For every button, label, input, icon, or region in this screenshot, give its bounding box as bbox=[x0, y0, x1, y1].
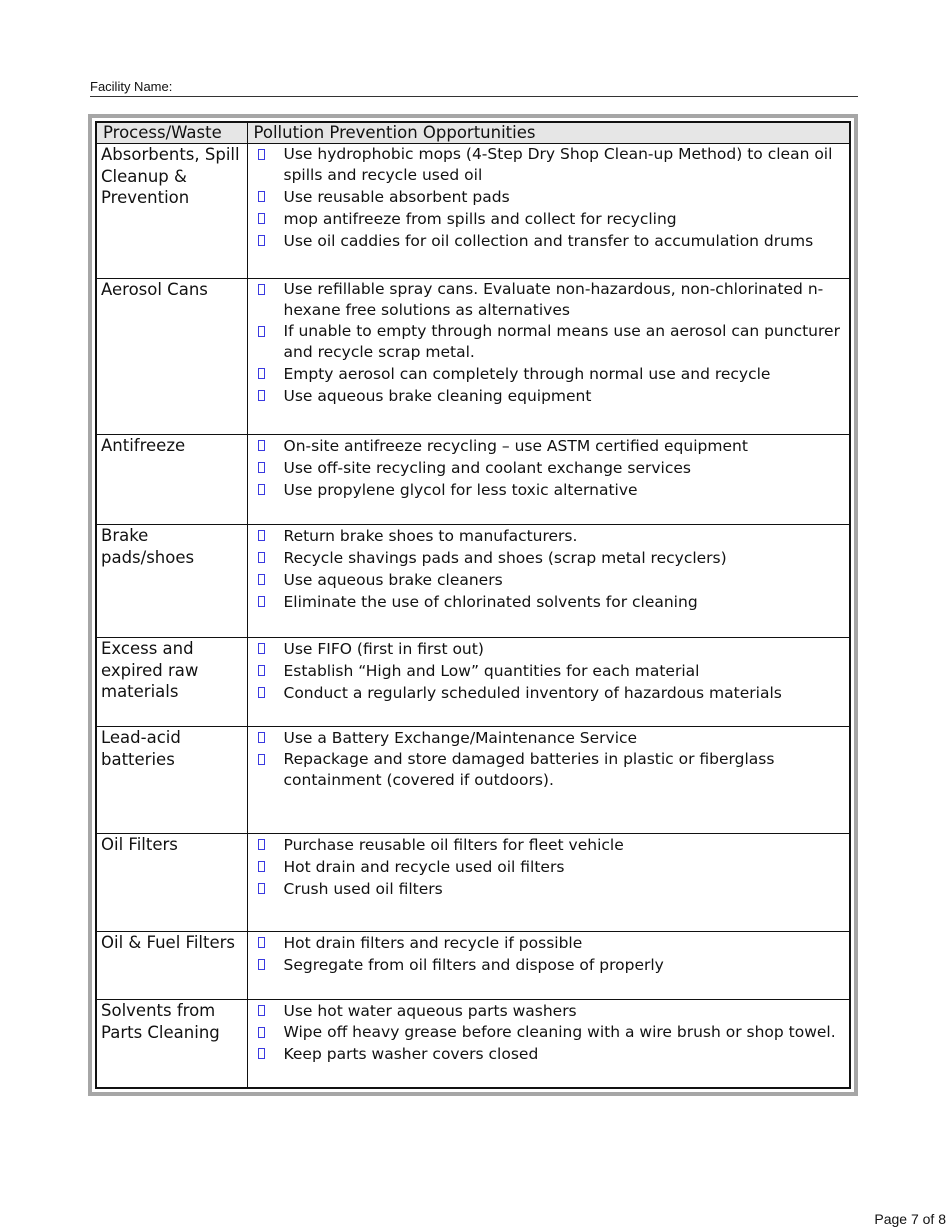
opportunity-list bbox=[258, 638, 844, 704]
process-cell: Solvents from Parts Cleaning bbox=[97, 1000, 247, 1089]
opportunity-text: Keep parts washer covers closed bbox=[283, 1045, 539, 1063]
checkbox-bullet-icon bbox=[258, 191, 265, 202]
list-item bbox=[258, 660, 844, 682]
list-item bbox=[258, 144, 844, 186]
checkbox-bullet-icon bbox=[258, 284, 265, 295]
opportunity-text: Recycle shavings pads and shoes (scrap metal recyclers) bbox=[283, 549, 727, 567]
checkbox-bullet-icon bbox=[258, 754, 265, 765]
checkbox-bullet-icon bbox=[258, 643, 265, 654]
list-item bbox=[258, 954, 844, 976]
opportunity-text: Use refillable spray cans. Evaluate non-hazardous, non-chlorinated n-hexane free solutions as alternatives bbox=[283, 280, 824, 319]
checkbox-bullet-icon bbox=[258, 368, 265, 379]
table-frame bbox=[88, 114, 858, 1096]
opportunity-text: Wipe off heavy grease before cleaning with a wire brush or shop towel. bbox=[283, 1023, 836, 1041]
table-header-row bbox=[97, 123, 849, 144]
list-item bbox=[258, 457, 844, 479]
list-item bbox=[258, 1022, 844, 1043]
table-row bbox=[97, 144, 849, 279]
opportunity-text: Repackage and store damaged batteries in plastic or fiberglass containment (covered if outdoors). bbox=[283, 750, 775, 789]
checkbox-bullet-icon bbox=[258, 687, 265, 698]
opportunity-text: Eliminate the use of chlorinated solvents for cleaning bbox=[283, 593, 698, 611]
table-row bbox=[97, 834, 849, 932]
checkbox-bullet-icon bbox=[258, 1027, 265, 1038]
opportunity-list bbox=[258, 932, 844, 976]
checkbox-bullet-icon bbox=[258, 530, 265, 541]
list-item bbox=[258, 932, 844, 954]
checkbox-bullet-icon bbox=[258, 462, 265, 473]
checkbox-bullet-icon bbox=[258, 861, 265, 872]
checkbox-bullet-icon bbox=[258, 390, 265, 401]
opportunities-cell bbox=[247, 279, 849, 435]
checkbox-bullet-icon bbox=[258, 959, 265, 970]
header-process-waste: Process/Waste bbox=[97, 123, 247, 144]
opportunity-text: Use hydrophobic mops (4-Step Dry Shop Clean-up Method) to clean oil spills and recycle used oil bbox=[283, 145, 833, 184]
list-item bbox=[258, 856, 844, 878]
opportunity-text: Establish “High and Low” quantities for each material bbox=[283, 662, 700, 680]
checkbox-bullet-icon bbox=[258, 213, 265, 224]
opportunity-text: mop antifreeze from spills and collect for recycling bbox=[283, 210, 677, 228]
opportunity-list bbox=[258, 834, 844, 900]
list-item bbox=[258, 363, 844, 385]
process-cell: Excess and expired raw materials bbox=[97, 638, 247, 727]
opportunity-text: Use propylene glycol for less toxic alternative bbox=[283, 481, 638, 499]
opportunities-cell bbox=[247, 525, 849, 638]
checkbox-bullet-icon bbox=[258, 235, 265, 246]
opportunity-list bbox=[258, 279, 844, 407]
opportunity-text: Purchase reusable oil filters for fleet vehicle bbox=[283, 836, 624, 854]
opportunities-cell bbox=[247, 932, 849, 1000]
checkbox-bullet-icon bbox=[258, 149, 265, 160]
table-row bbox=[97, 279, 849, 435]
opportunities-cell bbox=[247, 638, 849, 727]
list-item bbox=[258, 321, 844, 363]
page-number: Page 7 of 8 bbox=[874, 1211, 946, 1227]
checkbox-bullet-icon bbox=[258, 1048, 265, 1059]
table-row bbox=[97, 1000, 849, 1089]
process-cell: Oil Filters bbox=[97, 834, 247, 932]
checkbox-bullet-icon bbox=[258, 839, 265, 850]
opportunity-text: Crush used oil filters bbox=[283, 880, 443, 898]
checkbox-bullet-icon bbox=[258, 596, 265, 607]
opportunity-text: If unable to empty through normal means use an aerosol can puncturer and recycle scrap metal. bbox=[283, 322, 840, 361]
list-item bbox=[258, 479, 844, 501]
list-item bbox=[258, 1000, 844, 1022]
opportunity-text: Use FIFO (first in first out) bbox=[283, 640, 484, 658]
list-item bbox=[258, 279, 844, 321]
list-item bbox=[258, 682, 844, 704]
opportunities-cell bbox=[247, 834, 849, 932]
table-row bbox=[97, 638, 849, 727]
list-item bbox=[258, 591, 844, 613]
pollution-prevention-table bbox=[97, 123, 849, 1089]
facility-name-label: Facility Name: bbox=[90, 79, 173, 94]
checkbox-bullet-icon bbox=[258, 732, 265, 743]
list-item bbox=[258, 1043, 844, 1065]
table-row bbox=[97, 727, 849, 834]
checkbox-bullet-icon bbox=[258, 484, 265, 495]
opportunity-text: Use oil caddies for oil collection and transfer to accumulation drums bbox=[283, 232, 814, 250]
list-item bbox=[258, 878, 844, 900]
checkbox-bullet-icon bbox=[258, 552, 265, 563]
opportunity-text: Use hot water aqueous parts washers bbox=[283, 1002, 577, 1020]
opportunities-cell bbox=[247, 1000, 849, 1089]
opportunities-cell bbox=[247, 435, 849, 525]
opportunity-text: Use aqueous brake cleaning equipment bbox=[283, 387, 592, 405]
checkbox-bullet-icon bbox=[258, 883, 265, 894]
list-item bbox=[258, 435, 844, 457]
table-row bbox=[97, 435, 849, 525]
opportunities-cell bbox=[247, 144, 849, 279]
checkbox-bullet-icon bbox=[258, 665, 265, 676]
list-item bbox=[258, 834, 844, 856]
list-item bbox=[258, 230, 844, 252]
checkbox-bullet-icon bbox=[258, 574, 265, 585]
list-item bbox=[258, 569, 844, 591]
checkbox-bullet-icon bbox=[258, 1005, 265, 1016]
opportunity-text: Empty aerosol can completely through normal use and recycle bbox=[283, 365, 771, 383]
opportunity-text: Hot drain filters and recycle if possible bbox=[283, 934, 583, 952]
opportunity-text: Use a Battery Exchange/Maintenance Service bbox=[283, 729, 638, 747]
list-item bbox=[258, 525, 844, 547]
facility-name-field bbox=[90, 78, 858, 97]
process-cell: Absorbents, Spill Cleanup & Prevention bbox=[97, 144, 247, 279]
table-row bbox=[97, 932, 849, 1000]
opportunity-list bbox=[258, 525, 844, 613]
opportunity-list bbox=[258, 144, 844, 252]
checkbox-bullet-icon bbox=[258, 937, 265, 948]
list-item bbox=[258, 638, 844, 660]
opportunity-text: Return brake shoes to manufacturers. bbox=[283, 527, 578, 545]
opportunity-text: Use reusable absorbent pads bbox=[283, 188, 510, 206]
list-item bbox=[258, 727, 844, 749]
opportunity-list bbox=[258, 727, 844, 791]
list-item bbox=[258, 208, 844, 230]
opportunity-text: Use off-site recycling and coolant exchange services bbox=[283, 459, 691, 477]
process-cell: Aerosol Cans bbox=[97, 279, 247, 435]
opportunities-cell bbox=[247, 727, 849, 834]
opportunity-text: On-site antifreeze recycling – use ASTM certified equipment bbox=[283, 437, 748, 455]
process-cell: Brake pads/shoes bbox=[97, 525, 247, 638]
opportunity-text: Use aqueous brake cleaners bbox=[283, 571, 503, 589]
list-item bbox=[258, 186, 844, 208]
process-cell: Oil & Fuel Filters bbox=[97, 932, 247, 1000]
checkbox-bullet-icon bbox=[258, 326, 265, 337]
list-item bbox=[258, 547, 844, 569]
process-cell: Lead-acid batteries bbox=[97, 727, 247, 834]
opportunity-text: Segregate from oil filters and dispose of properly bbox=[283, 956, 664, 974]
list-item bbox=[258, 749, 844, 791]
opportunity-list bbox=[258, 1000, 844, 1065]
list-item bbox=[258, 385, 844, 407]
opportunity-list bbox=[258, 435, 844, 501]
opportunity-text: Hot drain and recycle used oil filters bbox=[283, 858, 565, 876]
checkbox-bullet-icon bbox=[258, 440, 265, 451]
opportunity-text: Conduct a regularly scheduled inventory of hazardous materials bbox=[283, 684, 782, 702]
table-row bbox=[97, 525, 849, 638]
header-opportunities: Pollution Prevention Opportunities bbox=[247, 123, 849, 144]
process-cell: Antifreeze bbox=[97, 435, 247, 525]
